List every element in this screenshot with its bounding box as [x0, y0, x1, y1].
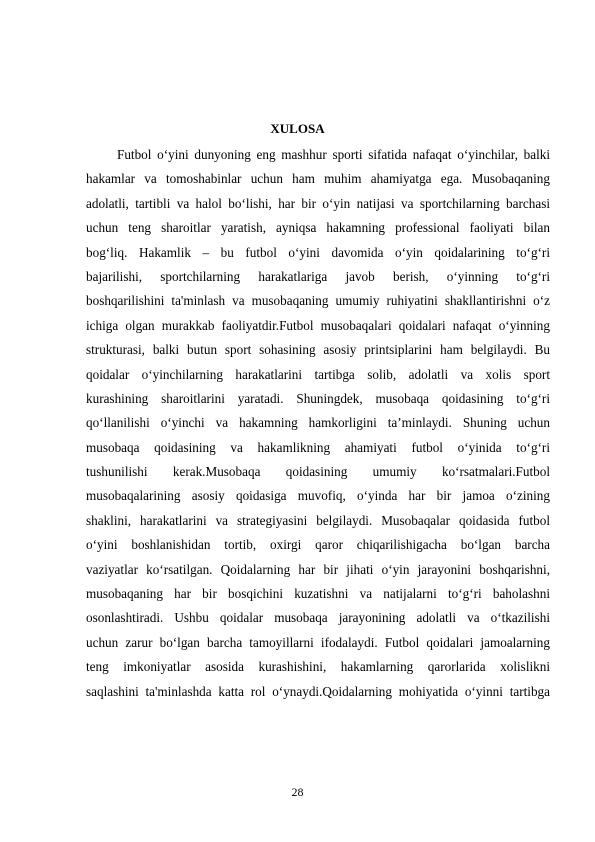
text-line: tushunilishi kerak.Musobaqa qoidasining umumiy ko‘rsatmalari.Futbol	[86, 464, 550, 480]
text-line: shaklini, harakatlarini va strategiyasini belgilaydi. Musobaqalar qoidasida futbol	[86, 512, 550, 528]
text-line: hakamlar va tomoshabinlar uchun ham muhim ahamiyatga ega. Musobaqaning	[86, 171, 550, 187]
text-line: o‘yini boshlanishidan tortib, oxirgi qaror chiqarilishigacha bo‘lgan barcha	[86, 537, 550, 553]
text-line: boshqarilishini ta'minlash va musobaqaning umumiy ruhiyatini shakllantirishni o‘z	[86, 293, 550, 309]
section-title: XULOSA	[270, 121, 325, 136]
text-line: adolatli, tartibli va halol bo‘lishi, har bir o‘yin natijasi va sportchilarning barchasi	[86, 195, 550, 211]
body-paragraph	[86, 143, 550, 704]
text-line: musobaqalarining asosiy qoidasiga muvofiq, o‘yinda har bir jamoa o‘zining	[86, 488, 550, 504]
text-line: Futbol o‘yini dunyoning eng mashhur sporti sifatida nafaqat o‘yinchilar, balki	[117, 147, 550, 162]
page-number: 28	[291, 785, 304, 799]
text-line: osonlashtiradi. Ushbu qoidalar musobaqa jarayonining adolatli va o‘tkazilishi	[86, 610, 550, 626]
text-line: musobaqa qoidasining va hakamlikning ahamiyati futbol o‘yinida to‘g‘ri	[86, 439, 550, 455]
text-line: uchun zarur bo‘lgan barcha tamoyillarni ifodalaydi. Futbol qoidalari jamoalarning	[86, 634, 550, 650]
text-line: strukturasi, balki butun sport sohasining asosiy printsiplarini ham belgilaydi. Bu	[86, 342, 550, 358]
text-line: qoidalar o‘yinchilarning harakatlarini tartibga solib, adolatli va xolis sport	[86, 366, 550, 382]
text-line: teng imkoniyatlar asosida kurashishini, hakamlarning qarorlarida xolislikni	[86, 659, 550, 675]
text-line: vaziyatlar ko‘rsatilgan. Qoidalarning har bir jihati o‘yin jarayonini boshqarishni,	[86, 561, 550, 577]
text-line: musobaqaning har bir bosqichini kuzatishni va natijalarni to‘g‘ri baholashni	[86, 586, 550, 602]
text-line: bog‘liq. Hakamlik – bu futbol o‘yini davomida o‘yin qoidalarining to‘g‘ri	[86, 244, 550, 260]
text-line: kurashining sharoitlarini yaratadi. Shuningdek, musobaqa qoidasining to‘g‘ri	[86, 390, 550, 406]
text-line: uchun teng sharoitlar yaratish, ayniqsa hakamning professional faoliyati bilan	[86, 220, 550, 236]
text-line: bajarilishi, sportchilarning harakatlariga javob berish, o‘yinning to‘g‘ri	[86, 268, 550, 284]
text-line: ichiga olgan murakkab faoliyatdir.Futbol musobaqalari qoidalari nafaqat o‘yinning	[86, 317, 550, 333]
text-line: qo‘llanilishi o‘yinchi va hakamning hamkorligini ta’minlaydi. Shuning uchun	[86, 415, 550, 431]
text-line: saqlashini ta'minlashda katta rol o‘ynaydi.Qoidalarning mohiyatida o‘yinni tartibga	[86, 683, 550, 699]
